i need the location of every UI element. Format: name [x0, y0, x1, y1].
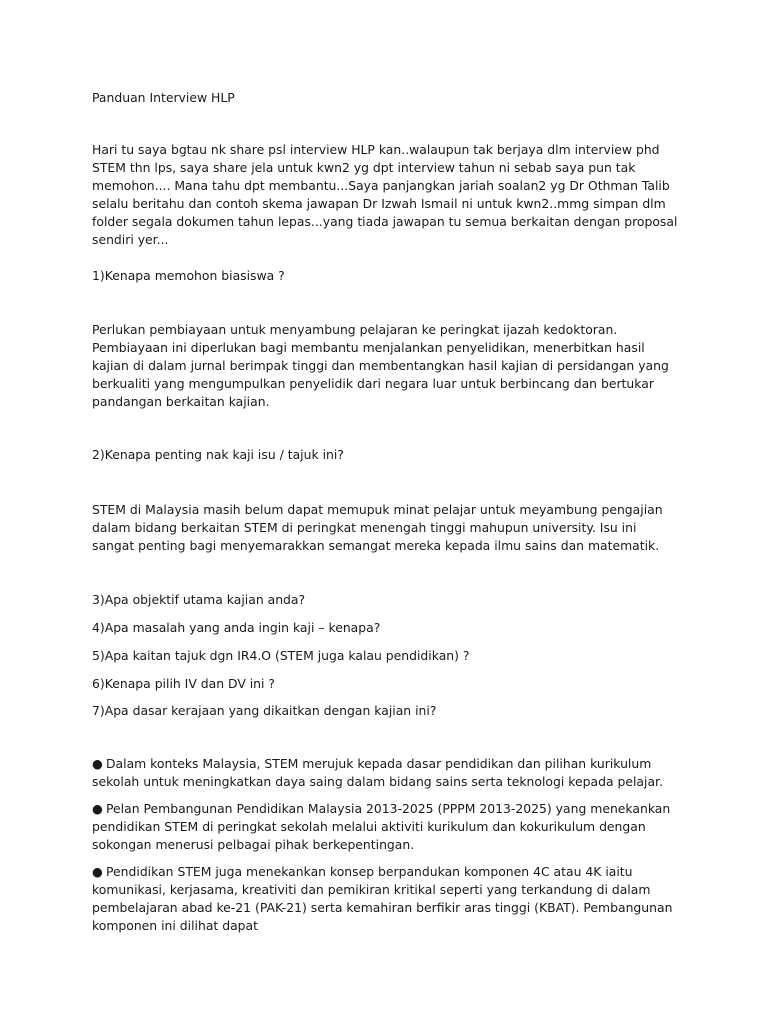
bullet-icon: ●: [92, 864, 103, 879]
bullet-text: Pendidikan STEM juga menekankan konsep berpandukan komponen 4C atau 4K iaitu komunikasi, kerjasama, kreativiti dan pemikiran kritikal seperti yang terkandung di dalam pembelajaran abad ke-21 (PAK-21) serta kemahiran berfikir aras tinggi (KBAT). Pembangunan komponen ini dilihat dapat: [92, 864, 673, 933]
bullet-item-3: [92, 863, 682, 935]
document-title: Panduan Interview HLP: [92, 90, 235, 105]
question-5: 5)Apa kaitan tajuk dgn IR4.O (STEM juga kalau pendidikan) ?: [92, 648, 470, 663]
answer-1: Perlukan pembiayaan untuk menyambung pelajaran ke peringkat ijazah kedoktoran. Pembiayaan ini diperlukan bagi membantu menjalankan penyelidikan, menerbitkan hasil kajian di dalam jurnal berimpak tinggi dan membentangkan hasil kajian di persidangan yang berkualiti yang mengumpulkan penyelidik dari negara luar untuk berbincang dan bertukar pandangan berkaitan kajian.: [92, 322, 669, 409]
bullet-text: Pelan Pembangunan Pendidikan Malaysia 2013-2025 (PPPM 2013-2025) yang menekankan pendidikan STEM di peringkat sekolah melalui aktiviti kurikulum dan kokurikulum dengan sokongan menerusi pelbagai pihak berkepentingan.: [92, 801, 671, 852]
bullet-item-1: [92, 755, 682, 791]
bullet-text: Dalam konteks Malaysia, STEM merujuk kepada dasar pendidikan dan pilihan kurikulum sekolah untuk meningkatkan daya saing dalam bidang sains serta teknologi kepada pelajar.: [92, 756, 663, 789]
answer-2: STEM di Malaysia masih belum dapat memupuk minat pelajar untuk meyambung pengajian dalam bidang berkaitan STEM di peringkat menengah tinggi mahupun university. Isu ini sangat penting bagi menyemarakkan semangat mereka kepada ilmu sains dan matematik.: [92, 502, 663, 553]
question-3: 3)Apa objektif utama kajian anda?: [92, 592, 306, 607]
intro-paragraph: Hari tu saya bgtau nk share psl interview HLP kan..walaupun tak berjaya dlm interview phd STEM thn lps, saya share jela untuk kwn2 yg dpt interview tahun ni sebab saya pun tak memohon.... Mana tahu dpt membantu...Saya panjangkan jariah soalan2 yg Dr Othman Talib selalu beritahu dan contoh skema jawapan Dr Izwah Ismail ni untuk kwn2..mmg simpan dlm folder segala dokumen tahun lepas...yang tiada jawapan tu semua berkaitan dengan proposal sendiri yer...: [92, 142, 678, 247]
bullet-icon: ●: [92, 801, 103, 816]
bullet-item-2: [92, 800, 682, 854]
bullet-icon: ●: [92, 756, 103, 771]
question-4: 4)Apa masalah yang anda ingin kaji – kenapa?: [92, 620, 381, 635]
question-2: 2)Kenapa penting nak kaji isu / tajuk ini?: [92, 447, 344, 462]
question-7: 7)Apa dasar kerajaan yang dikaitkan dengan kajian ini?: [92, 703, 437, 718]
question-1: 1)Kenapa memohon biasiswa ?: [92, 268, 285, 283]
question-6: 6)Kenapa pilih IV dan DV ini ?: [92, 676, 275, 691]
